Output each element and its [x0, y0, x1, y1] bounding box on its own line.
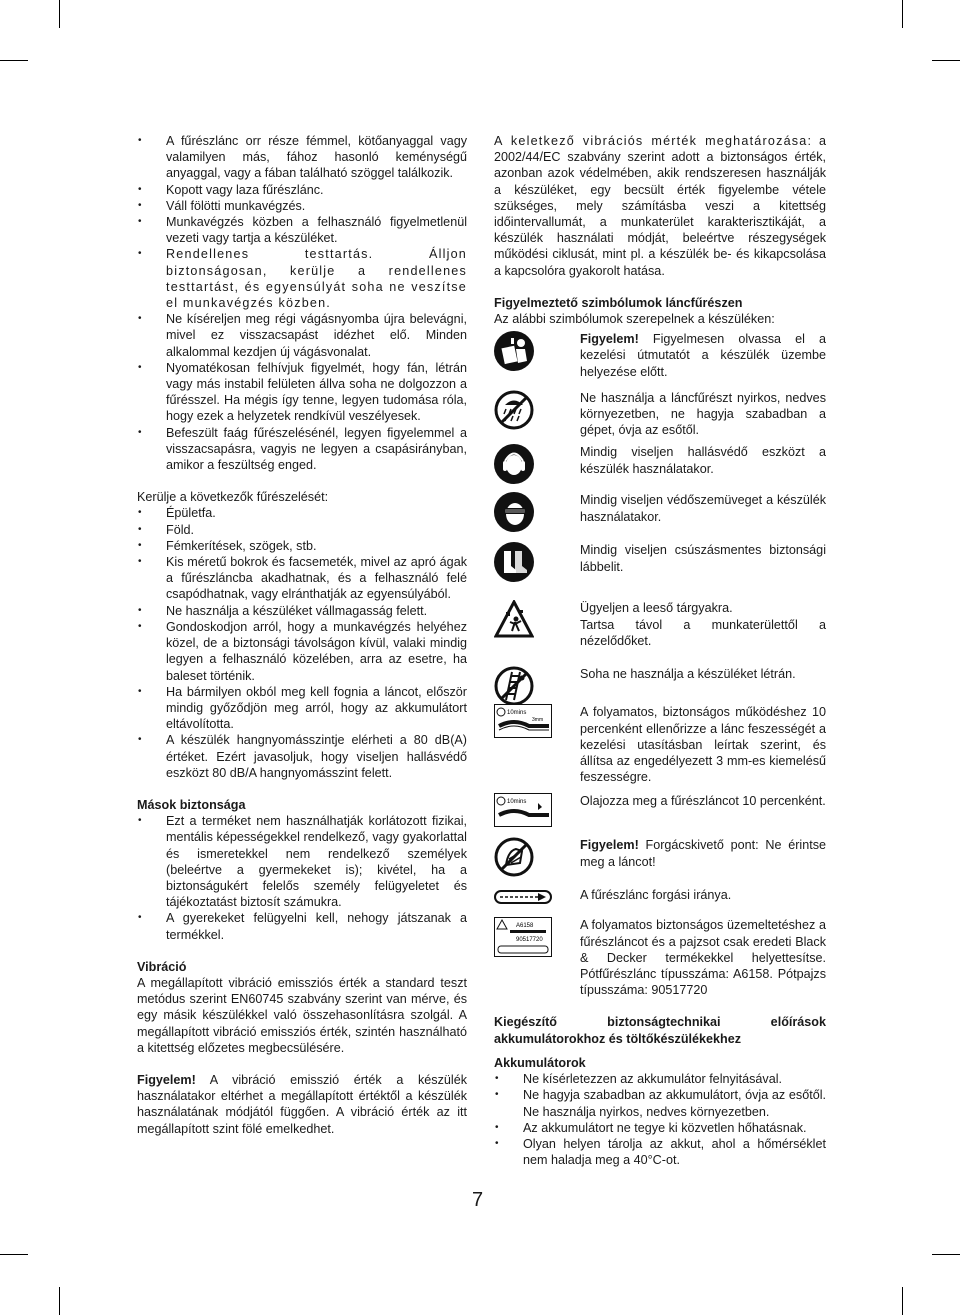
falling-objects-icon: [494, 600, 534, 644]
chain-tension-icon: [494, 704, 552, 742]
list-item: • Ne hagyja szabadban az akkumulátort, óvja az esőtől. Ne használja nyirkos, nedves környezetben.: [494, 1087, 826, 1119]
oil-time-label: 10mins: [507, 799, 527, 806]
symbol-row: [494, 600, 826, 650]
symbols-list: [494, 331, 826, 998]
symbols-heading: Figyelmeztető szimbólumok láncfűrészen: [494, 295, 743, 310]
symbol-row: [494, 837, 826, 877]
vibration-assessment-heading: A keletkező vibrációs mérték meghatározása:: [494, 134, 813, 148]
read-manual-icon: [494, 331, 534, 375]
chain-code-label: A6158: [516, 923, 534, 930]
ear-protection-icon: [494, 444, 534, 488]
oil-chain-icon: [494, 793, 552, 831]
list-item: • Ne kíséreljen meg régi vágásnyomba újra belevágni, mivel ez visszacsapást idézhet elő. Minden alkalommal kezdjen új vágásvonalat.: [137, 311, 467, 360]
symbol-text: Forgácskivető pont: Ne érintse meg a láncot!: [580, 838, 826, 869]
bar-code-label: 90517720: [516, 937, 543, 944]
safety-boots-icon: [494, 542, 534, 586]
symbol-text: Ne használja a láncfűrészt nyirkos, nedves környezetben, ne hagyja szabadban a gépet, óvja az esőtől.: [580, 390, 826, 438]
replacement-label-icon: [494, 917, 552, 961]
no-rain-icon: [494, 390, 534, 434]
list-item: • Kis méretű bokrok és facsemeték, mivel az apró ágak a fűrészláncba akadhatnak, és a felhasználó felé csapódhatnak, vagy elránthatják az egyensúlyából.: [137, 554, 467, 603]
crop-mark: [0, 60, 28, 61]
warning-text: A vibráció emisszió érték a készülék használatakor eltérhet a megállapított értéktől a készülék használatának módjától függően. A vibráció érték az itt megállapított szint fölé emelkedhet.: [137, 1072, 467, 1136]
symbol-lead: Figyelem!: [580, 332, 639, 347]
page-number: 7: [472, 1189, 484, 1211]
crop-mark: [0, 1254, 28, 1255]
symbol-description: [580, 492, 826, 524]
right-column: [494, 133, 826, 1168]
list-item: • Nyomatékosan felhívjuk figyelmét, hogy fán, létrán vagy más instabil felületen állva soha ne dolgozzon a fűrésszel. Ha mégis így tenne, legyen tudomása róla, hogy ezek a helyzetek rendkívül veszélyesek.: [137, 360, 467, 425]
avoid-intro: Kerülje a következők fűrészelését:: [137, 490, 329, 505]
list-item: • A készülék hangnyomásszintje elérheti a 80 dB(A) értéket. Ezért javasoljuk, hogy viseljen hallásvédő eszközt 80 dB/A hangnyomásszint felett.: [137, 732, 467, 781]
symbol-row: [494, 887, 826, 909]
list-item: • Ezt a terméket nem használhatják korlátozott fizikai, mentális képességekkel rendelkező, vagy gyakorlattal és ismeretekkel nem rendelkező személyek (beleértve a gyermekeket is); kivétel, ha a biztonságukért felelős személy felügyeletet és tájékoztatást biztosít számukra.: [137, 813, 467, 910]
symbol-row: [494, 793, 826, 829]
symbol-description: [580, 444, 826, 476]
list-item: • Fémkerítések, szögek, stb.: [137, 538, 467, 554]
symbol-description: [580, 542, 826, 574]
vibration-text: A megállapított vibráció emissziós érték a standard teszt metódus szerint EN60745 szabvány szerint van mérve, és egy másik készülékkel való összehasonlításra szolgál. A megállapított vibráció emissziós érték, szintén használható a kitettség előzetes megbecsülésére.: [137, 975, 467, 1055]
symbol-text: Soha ne használja a készüléket létrán.: [580, 667, 796, 682]
list-item: • Gondoskodjon arról, hogy a munkavégzés helyéhez közel, de a biztonsági távolságon kívül, valaki mindig legyen a felhasználó közelében, arra az esetre, ha baleset történik.: [137, 619, 467, 684]
symbol-description: [580, 666, 826, 682]
battery-list: [494, 1071, 826, 1168]
symbol-row: [494, 390, 826, 439]
symbol-description: [580, 390, 826, 439]
list-item: • Ha bármilyen okból meg kell fognia a láncot, először mindig győződjön meg arról, hogy az akkumulátort eltávolította.: [137, 684, 467, 733]
crop-mark: [59, 0, 60, 28]
warning-lead: Figyelem!: [137, 1072, 196, 1087]
symbol-description: [580, 887, 826, 903]
symbol-text: Olajozza meg a fűrészláncot 10 percenként.: [580, 794, 826, 809]
vibration-assessment: [494, 133, 826, 279]
tension-mm-label: 3mm: [532, 717, 544, 724]
vibration-heading: Vibráció: [137, 959, 187, 974]
symbol-row: [494, 666, 826, 690]
symbol-row: [494, 331, 826, 380]
symbol-text: A fűrészlánc forgási iránya.: [580, 888, 732, 903]
symbol-row: [494, 542, 826, 582]
crop-mark: [902, 1287, 903, 1315]
crop-mark: [59, 1287, 60, 1315]
list-item: • Épületfa.: [137, 505, 467, 521]
kickback-causes-list: [137, 133, 467, 473]
others-safety-heading: Mások biztonsága: [137, 797, 246, 812]
battery-subheading: Akkumulátorok: [494, 1055, 586, 1070]
symbols-intro: Az alábbi szimbólumok szerepelnek a készüléken:: [494, 312, 775, 327]
symbol-row: [494, 444, 826, 484]
list-item: • Olyan helyen tárolja az akkut, ahol a hőmérséklet nem haladja meg a 40°C-ot.: [494, 1136, 826, 1168]
vibration-warning: [137, 1072, 467, 1137]
crop-mark: [932, 1254, 960, 1255]
list-item: • Kopott vagy laza fűrészlánc.: [137, 182, 467, 198]
others-safety-list: [137, 813, 467, 943]
symbol-lead: Figyelem!: [580, 838, 639, 853]
crop-mark: [932, 60, 960, 61]
symbol-text: Ügyeljen a leeső tárgyakra. Tartsa távol a munkaterülettől a nézelődőket.: [580, 601, 826, 648]
symbol-row: [494, 704, 826, 785]
eye-protection-icon: [494, 492, 534, 536]
symbol-row: [494, 492, 826, 532]
chain-direction-icon: [494, 887, 552, 911]
list-item: • A gyerekeket felügyelni kell, nehogy játszanak a termékkel.: [137, 910, 467, 942]
symbol-row: [494, 917, 826, 998]
list-item: • Váll fölötti munkavégzés.: [137, 198, 467, 214]
symbol-description: [580, 600, 826, 649]
avoid-list: [137, 505, 467, 780]
symbol-description: [580, 917, 826, 998]
list-item: • Föld.: [137, 522, 467, 538]
symbol-text: A folyamatos, biztonságos működéshez 10 percenként ellenőrizze a lánc feszességét a kezelési utasításban leírtak szerint, és állítsa az engedélyezett 3 mm-es kiemelésű feszességre.: [580, 705, 826, 785]
vibration-assessment-text: a 2002/44/EC szabvány szerint adott a biztonságos érték, azonban azok védelmében, akik rendszeresen használják a készüléket, egy becsült érték figyelembe vétele szükséges, mely számításba veszi a kitettség időintervallumát, a munkaterület karakterisztikáját, a készülék használati módját, beleértve részegységek működési ciklusát, mint pl. a készülék be- és kikapcsolása a kapcsolóra gyakorolt hatása.: [494, 134, 826, 278]
list-item: • A fűrészlánc orr része fémmel, kötőanyaggal vagy valamilyen más, fához hasonló keménységű anyaggal, vagy a fában található szöggel találkozik.: [137, 133, 467, 182]
list-item: • Rendellenes testtartás. Álljon biztonságosan, kerülje a rendellenes testtartást, és egyensúlyát soha ne veszítse el munkavégzés közben.: [137, 246, 467, 311]
list-item: • Befeszült faág fűrészelésénél, legyen figyelemmel a visszacsapásra, vagyis ne legyen a csapásirányban, amikor a feszültség enged.: [137, 425, 467, 474]
list-item: • Az akkumulátort ne tegye ki közvetlen hőhatásnak.: [494, 1120, 826, 1136]
left-column: [137, 133, 467, 1137]
list-item: • Munkavégzés közben a felhasználó figyelmetlenül vezeti vagy tartja a készüléket.: [137, 214, 467, 246]
tension-time-label: 10mins: [507, 710, 527, 717]
symbol-text: Mindig viseljen csúszásmentes biztonsági lábbelit.: [580, 543, 826, 574]
list-item: • Ne kísérletezzen az akkumulátor felnyitásával.: [494, 1071, 826, 1087]
list-item: • Ne használja a készüléket vállmagasság felett.: [137, 603, 467, 619]
symbol-description: [580, 331, 826, 380]
symbol-text: Mindig viseljen védőszemüveget a készülék használatakor.: [580, 493, 826, 524]
symbol-text: Figyelmesen olvassa el a kezelési útmutatót a készülék üzembe helyezése előtt.: [580, 332, 826, 379]
symbol-description: [580, 837, 826, 869]
symbol-description: [580, 704, 826, 785]
cut-hazard-icon: [494, 837, 534, 881]
battery-heading: Kiegészítő biztonságtechnikai előírások akkumulátorokhoz és töltőkészülékekhez: [494, 1015, 826, 1046]
crop-mark: [902, 0, 903, 28]
symbol-text: Mindig viseljen hallásvédő eszközt a készülék használatakor.: [580, 445, 826, 476]
symbol-description: [580, 793, 826, 809]
symbol-text: A folyamatos biztonságos üzemeltetéshez a fűrészláncot és a pajzsot csak eredeti Black & Decker termékekkel helyettesítse. Pótfűrészlánc típusszáma: A6158. Pótpajzs típusszáma: 90517720: [580, 918, 826, 998]
